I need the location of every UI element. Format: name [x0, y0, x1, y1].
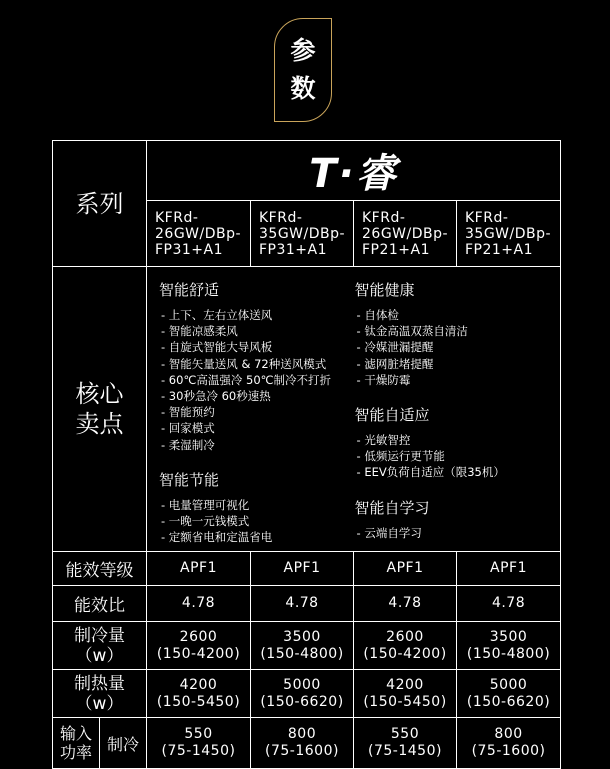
feature-item: - 智能预约 — [161, 405, 215, 420]
efficiency-ratio-label: 能效比 — [53, 586, 147, 622]
badge-char-1: 参 — [290, 36, 316, 65]
model-3: KFRd- 26GW/DBp- FP21+A1 — [354, 201, 457, 267]
input-power-label: 输入 功率 制冷 — [53, 718, 147, 769]
heating-capacity-value: 4200 (150-5450) — [354, 670, 457, 718]
feature-item: - 一晚一元钱模式 — [161, 514, 250, 529]
heating-capacity-value: 5000 (150-6620) — [251, 670, 354, 718]
product-logo: T·睿 — [147, 141, 561, 201]
feature-item: - 智能矢量送风 & 72种送风模式 — [161, 356, 327, 371]
spec-table — [52, 140, 561, 769]
features-right-column — [355, 275, 551, 545]
feature-item: - 上下、左右立体送风 — [161, 308, 273, 322]
feature-group-title: 智能健康 — [354, 281, 415, 299]
heating-capacity-value: 5000 (150-6620) — [457, 670, 561, 718]
model-1: KFRd- 26GW/DBp- FP31+A1 — [147, 201, 251, 267]
feature-group-title: 智能节能 — [159, 470, 220, 489]
feature-group-title: 智能舒适 — [159, 281, 220, 299]
feature-item: - 云端自学习 — [356, 525, 422, 540]
heating-capacity-label: 制热量 （w） — [53, 670, 147, 718]
feature-item: - 冷媒泄漏提醒 — [356, 340, 434, 355]
feature-item: - 滤网脏堵提醒 — [356, 356, 434, 371]
input-power-value: 800 (75-1600) — [457, 718, 561, 769]
input-power-value: 800 (75-1600) — [251, 718, 354, 769]
cooling-capacity-value: 2600 (150-4200) — [147, 622, 251, 670]
feature-item: - 智能凉感柔风 — [161, 324, 238, 339]
feature-item: - 钛金高温双蒸自清洁 — [356, 324, 468, 339]
feature-item: - 低频运行更节能 — [356, 449, 445, 464]
efficiency-grade-value: APF1 — [354, 552, 457, 586]
model-2: KFRd- 35GW/DBp- FP31+A1 — [251, 201, 354, 267]
feature-item: - 光敏智控 — [356, 433, 411, 448]
feature-group-title: 智能自学习 — [354, 498, 430, 517]
cooling-capacity-value: 3500 (150-4800) — [457, 622, 561, 670]
feature-item: - 定额省电和定温省电 — [161, 530, 273, 545]
efficiency-ratio-value: 4.78 — [354, 586, 457, 622]
feature-item: - 30秒急冷 60秒速热 — [161, 389, 271, 404]
efficiency-grade-value: APF1 — [457, 552, 561, 586]
feature-item: - EEV负荷自适应（限35机） — [356, 465, 505, 480]
feature-item: - 干燥防霉 — [356, 372, 411, 387]
efficiency-grade-value: APF1 — [147, 552, 251, 586]
heating-capacity-value: 4200 (150-5450) — [147, 670, 251, 718]
efficiency-grade-label: 能效等级 — [53, 552, 147, 586]
input-power-cooling-label: 制冷 — [106, 734, 139, 754]
feature-item: - 自旋式智能大导风板 — [161, 340, 273, 355]
model-4: KFRd- 35GW/DBp- FP21+A1 — [457, 201, 561, 267]
feature-item: - 60℃高温强冷 50℃制冷不打折 — [161, 372, 332, 387]
feature-item: - 自体检 — [356, 308, 399, 322]
efficiency-ratio-value: 4.78 — [457, 586, 561, 622]
feature-item: - 回家模式 — [161, 421, 215, 436]
efficiency-ratio-value: 4.78 — [251, 586, 354, 622]
feature-item: - 电量管理可视化 — [161, 497, 250, 512]
cooling-capacity-value: 3500 (150-4800) — [251, 622, 354, 670]
input-power-value: 550 (75-1450) — [147, 718, 251, 769]
efficiency-ratio-value: 4.78 — [147, 586, 251, 622]
series-label: 系列 — [53, 141, 147, 267]
features-left-column — [159, 275, 355, 545]
cooling-capacity-label: 制冷量 （w） — [53, 622, 147, 670]
params-badge — [274, 18, 332, 122]
features-cell — [147, 267, 561, 552]
feature-group-title: 智能自适应 — [354, 406, 430, 425]
feature-item: - 柔湿制冷 — [161, 437, 215, 452]
badge-char-2: 数 — [290, 74, 316, 103]
efficiency-grade-value: APF1 — [251, 552, 354, 586]
features-label: 核心 卖点 — [53, 267, 147, 552]
cooling-capacity-value: 2600 (150-4200) — [354, 622, 457, 670]
input-power-value: 550 (75-1450) — [354, 718, 457, 769]
